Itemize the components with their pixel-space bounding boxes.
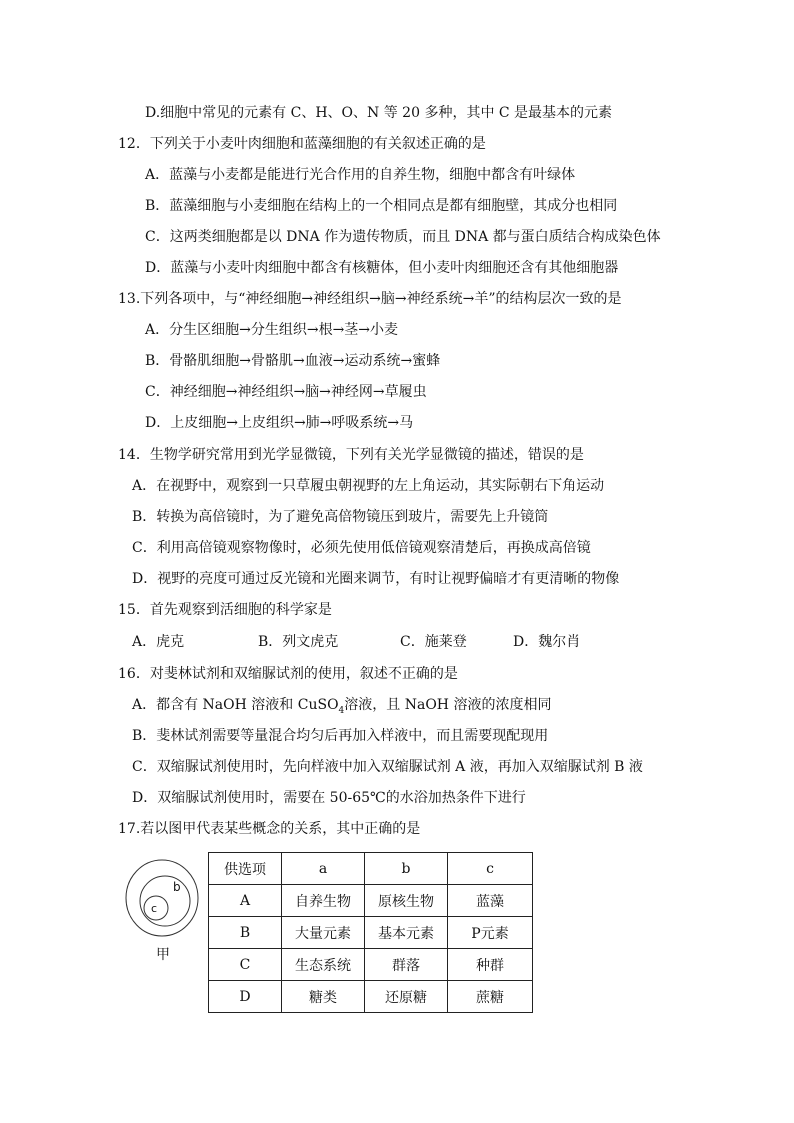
table-cell: 自养生物 [282, 885, 365, 917]
q16-option-a [132, 695, 551, 721]
q15-option-c: C．施莱登 [400, 634, 467, 650]
venn-circle-b [140, 876, 190, 926]
q13-stem: 13.下列各项中，与“神经细胞→神经组织→脑→神经系统→羊”的结构层次一致的是 [118, 291, 622, 307]
table-cell: 蓝藻 [448, 885, 533, 917]
q13-option-c: C．神经细胞→神经组织→脑→神经网→草履虫 [145, 384, 427, 400]
table-cell: 糖类 [282, 981, 365, 1013]
venn-label-b: b [173, 880, 181, 894]
table-cell: 群落 [365, 949, 448, 981]
table-cell: 种群 [448, 949, 533, 981]
q14-option-b: B．转换为高倍镜时，为了避免高倍物镜压到玻片，需要先上升镜筒 [132, 509, 549, 525]
q11-option-d: D.细胞中常见的元素有 C、H、O、N 等 20 多种，其中 C 是最基本的元素 [145, 105, 613, 121]
table-row [209, 885, 533, 917]
q12-option-a: A．蓝藻与小麦都是能进行光合作用的自养生物，细胞中都含有叶绿体 [145, 167, 576, 183]
table-cell: 基本元素 [365, 917, 448, 949]
q16-option-a-text: A．都含有 NaOH 溶液和 CuSO [132, 697, 339, 713]
table-cell: A [209, 885, 282, 917]
table-header-row [209, 853, 533, 885]
q13-option-b: B．骨骼肌细胞→骨骼肌→血液→运动系统→蜜蜂 [145, 353, 441, 369]
table-row [209, 917, 533, 949]
q15-stem: 15．首先观察到活细胞的科学家是 [118, 602, 332, 618]
q15-option-d: D．魏尔肖 [513, 634, 581, 650]
q16-option-b: B．斐林试剂需要等量混合均匀后再加入样液中，而且需要现配现用 [132, 728, 549, 744]
q15-option-a: A．虎克 [132, 634, 185, 650]
table-cell: 生态系统 [282, 949, 365, 981]
q15-option-b: B．列文虎克 [258, 634, 339, 650]
table-header-cell: a [282, 853, 365, 885]
table-cell: 大量元素 [282, 917, 365, 949]
table-cell: 原核生物 [365, 885, 448, 917]
q14-option-d: D．视野的亮度可通过反光镜和光圈来调节，有时让视野偏暗才有更清晰的物像 [132, 571, 620, 587]
table-cell: B [209, 917, 282, 949]
table-cell: 还原糖 [365, 981, 448, 1013]
table-row [209, 981, 533, 1013]
q16-option-a-text-end: 溶液，且 NaOH 溶液的浓度相同 [344, 697, 552, 713]
q14-option-a: A．在视野中，观察到一只草履虫朝视野的左上角运动，其实际朝右下角运动 [132, 478, 605, 494]
q14-option-c: C．利用高倍镜观察物像时，必须先使用低倍镜观察清楚后，再换成高倍镜 [132, 540, 591, 556]
q16-option-c: C．双缩脲试剂使用时，先向样液中加入双缩脲试剂 A 液，再加入双缩脲试剂 B 液 [132, 759, 643, 775]
q14-stem: 14．生物学研究常用到光学显微镜，下列有关光学显微镜的描述，错误的是 [118, 447, 584, 463]
q16-option-a-subscript: 4 [338, 705, 345, 716]
q12-stem: 12．下列关于小麦叶肉细胞和蓝藻细胞的有关叙述正确的是 [118, 136, 486, 152]
table-cell: 蔗糖 [448, 981, 533, 1013]
venn-diagram-jia [122, 856, 202, 966]
table-row [209, 949, 533, 981]
table-header-cell: 供选项 [209, 853, 282, 885]
q12-option-c: C．这两类细胞都是以 DNA 作为遗传物质，而且 DNA 都与蛋白质结合构成染色体 [145, 229, 661, 245]
table-cell: P元素 [448, 917, 533, 949]
q13-option-d: D．上皮细胞→上皮组织→肺→呼吸系统→马 [145, 415, 414, 431]
table-cell: C [209, 949, 282, 981]
q12-option-d: D．蓝藻与小麦叶肉细胞中都含有核糖体，但小麦叶肉细胞还含有其他细胞器 [145, 260, 619, 276]
table-header-cell: c [448, 853, 533, 885]
venn-label-c: c [151, 902, 158, 915]
q17-options-table [208, 852, 533, 1013]
q12-option-b: B．蓝藻细胞与小麦细胞在结构上的一个相同点是都有细胞壁，其成分也相同 [145, 198, 618, 214]
q16-stem: 16．对斐林试剂和双缩脲试剂的使用，叙述不正确的是 [118, 666, 458, 682]
table-header-cell: b [365, 853, 448, 885]
q13-option-a: A．分生区细胞→分生组织→根→茎→小麦 [145, 322, 399, 338]
table-cell: D [209, 981, 282, 1013]
q17-stem: 17.若以图甲代表某些概念的关系，其中正确的是 [118, 821, 421, 837]
venn-caption: 甲 [156, 947, 170, 963]
q16-option-d: D．双缩脲试剂使用时，需要在 50-65℃的水浴加热条件下进行 [132, 790, 526, 806]
